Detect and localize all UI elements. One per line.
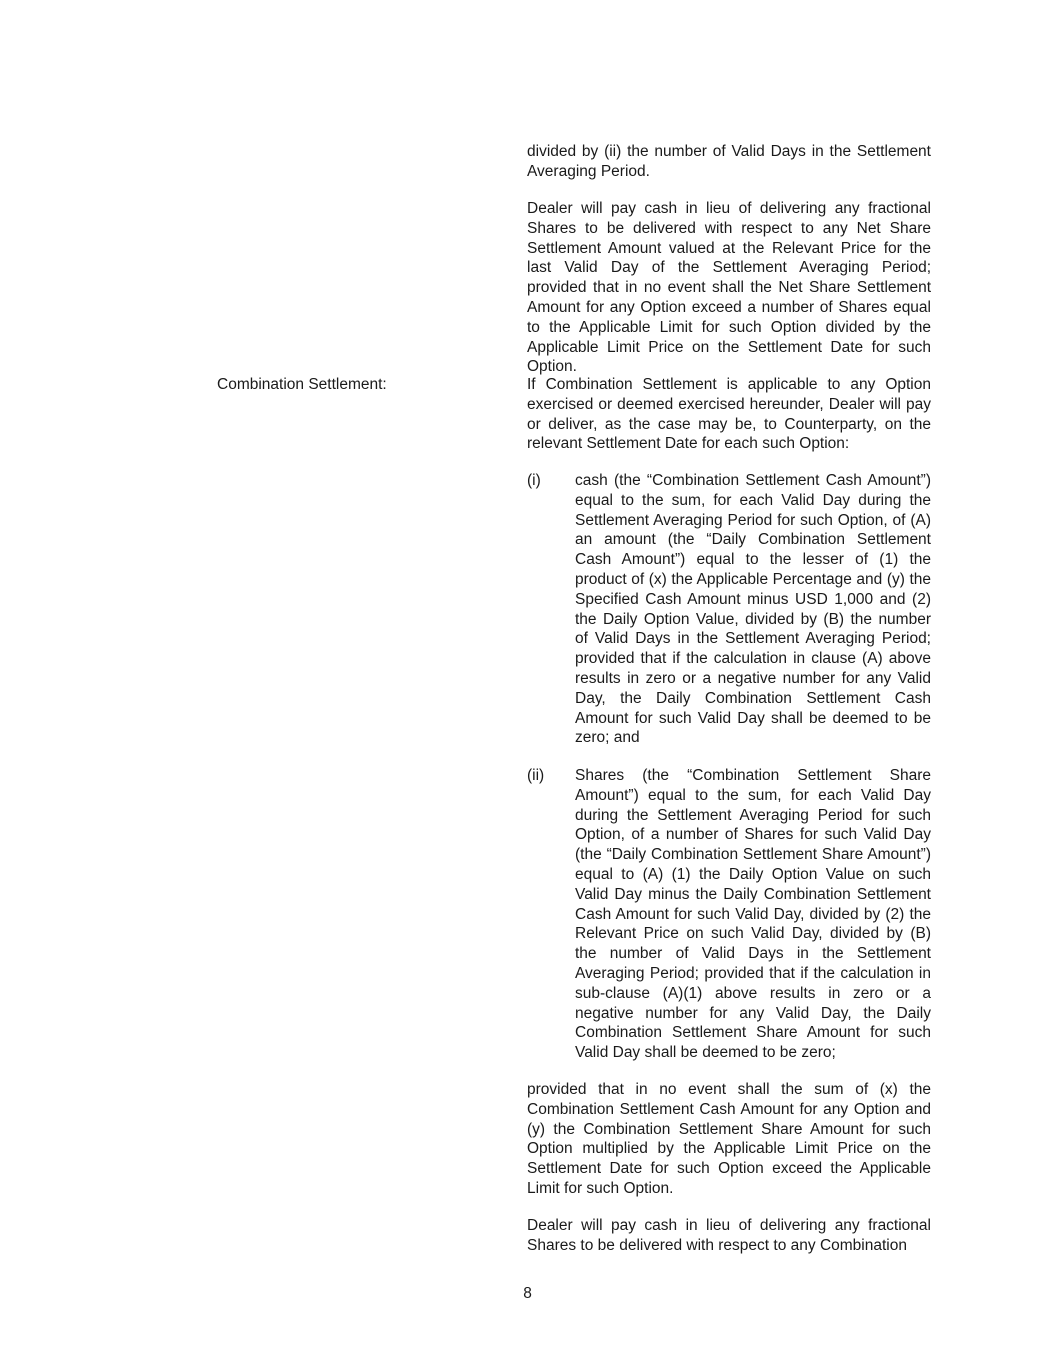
list-item-cash-amount xyxy=(527,471,931,748)
paragraph-settlement-averaging-continuation: divided by (ii) the number of Valid Days in the Settlement Averaging Period. xyxy=(527,143,931,180)
paragraph-fractional-shares-combination: Dealer will pay cash in lieu of delivering any fractional Shares to be delivered with respect to any Combination xyxy=(527,1217,931,1254)
paragraph-applicable-limit-proviso: provided that in no event shall the sum of (x) the Combination Settlement Cash Amount for any Option and (y) the Combination Settlement Share Amount for such Option multiplied by the Applicable Limit Price on the Settlement Date for such Option exceed the Applicable Limit for such Option. xyxy=(527,1081,931,1197)
list-item-share-amount xyxy=(527,766,931,1063)
paragraph-combination-settlement-intro: If Combination Settlement is applicable to any Option exercised or deemed exercised hereunder, Dealer will pay or deliver, as the case may be, to Counterparty, on the relevant Settlement Date for each such Option: xyxy=(527,376,931,453)
list-item-text: cash (the “Combination Settlement Cash Amount”) equal to the sum, for each Valid Day during the Settlement Averaging Period for such Option, of (A) an amount (the “Daily Combination Settlement Cash Amount”) equal to the lesser of (1) the product of (x) the Applicable Percentage and (y) the Specified Cash Amount minus USD 1,000 and (2) the Daily Option Value, divided by (B) the number of Valid Days in the Settlement Averaging Period; provided that if the calculation in clause (A) above results in zero or a negative number for any Valid Day, the Daily Combination Settlement Cash Amount for such Valid Day shall be deemed to be zero; and xyxy=(575,472,931,747)
list-item-text: Shares (the “Combination Settlement Share Amount”) equal to the sum, for each Valid Day during the Settlement Averaging Period for such Option, of a number of Shares for such Valid Day (the “Daily Combination Settlement Share Amount”) equal to (A) (1) the Daily Option Value on such Valid Day minus the Daily Combination Settlement Cash Amount for such Valid Day, divided by (2) the Relevant Price on such Valid Day, divided by (B) the number of Valid Days in the Settlement Averaging Period; provided that if the calculation in sub-clause (A)(1) above results in zero or a negative number for any Valid Day, the Daily Combination Settlement Share Amount for such Valid Day shall be deemed to be zero; xyxy=(575,767,931,1062)
list-item-number: (i) xyxy=(527,472,541,489)
combination-settlement-label: Combination Settlement: xyxy=(217,376,387,393)
paragraph-fractional-shares-net-share: Dealer will pay cash in lieu of delivering any fractional Shares to be delivered with respect to any Net Share Settlement Amount valued at the Relevant Price for the last Valid Day of the Settlement Averaging Period; provided that in no event shall the Net Share Settlement Amount for any Option exceed a number of Shares equal to the Applicable Limit for such Option divided by the Applicable Limit Price on the Settlement Date for such Option. xyxy=(527,200,931,376)
page-number: 8 xyxy=(523,1285,532,1302)
list-item-number: (ii) xyxy=(527,767,545,784)
